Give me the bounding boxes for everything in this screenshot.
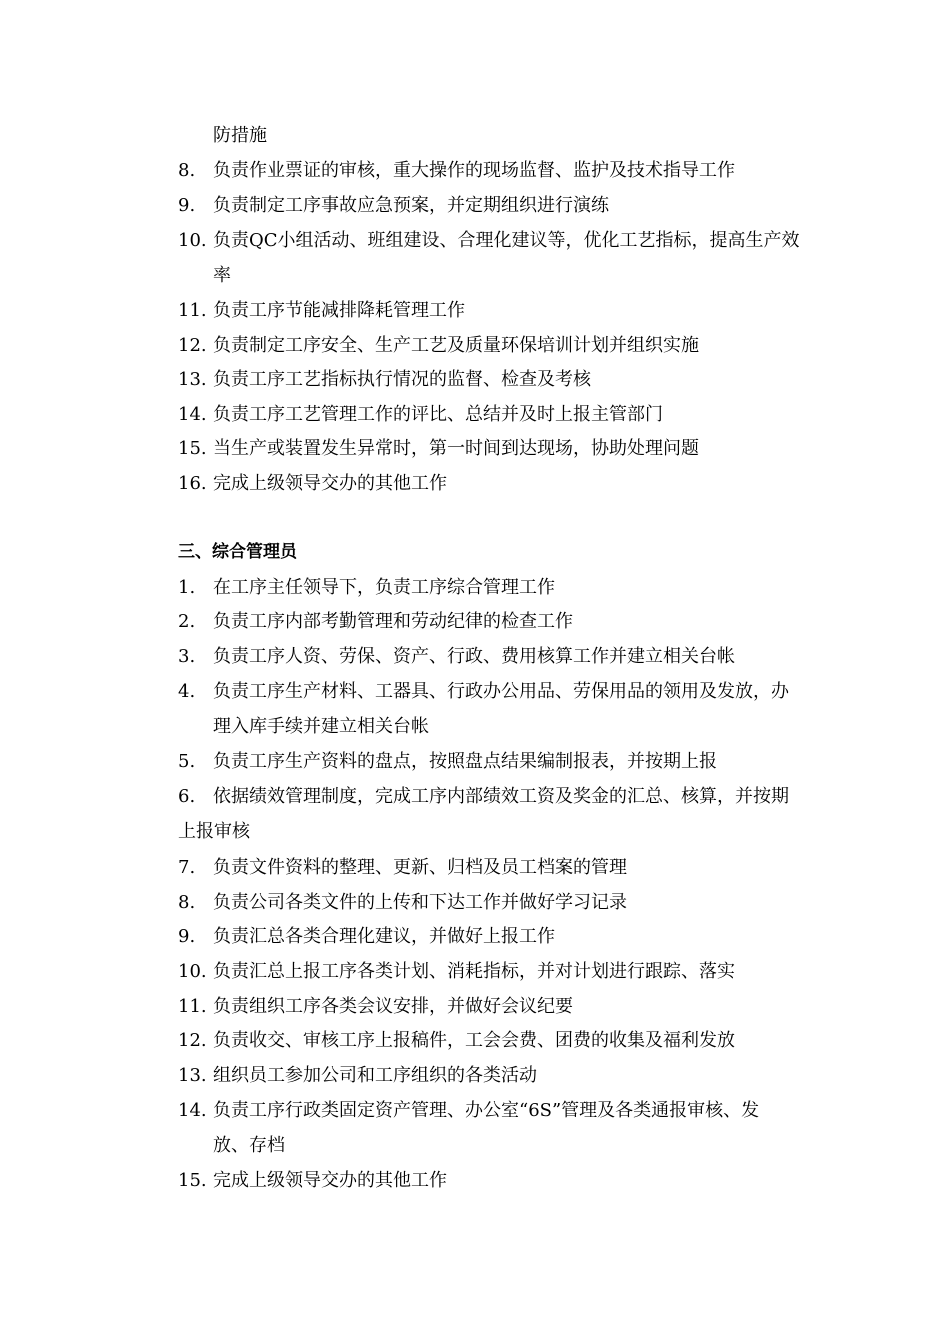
continued-text: 防措施 <box>213 125 267 146</box>
list-item-number: 12. <box>178 1030 207 1051</box>
list-item-text: 当生产或装置发生异常时，第一时间到达现场，协助处理问题 <box>213 438 699 459</box>
list-item <box>178 605 818 639</box>
list-item-number: 13. <box>178 369 207 390</box>
list-item <box>178 1024 818 1058</box>
list-item-text: 组织员工参加公司和工序组织的各类活动 <box>213 1065 537 1086</box>
list-item-text: 完成上级领导交办的其他工作 <box>213 1170 447 1191</box>
list-item-text: 负责汇总各类合理化建议，并做好上报工作 <box>213 926 555 947</box>
section-heading <box>178 535 818 569</box>
list-item-number: 14. <box>178 404 207 425</box>
continued-line <box>213 119 853 153</box>
list-item-number: 6. <box>178 786 196 807</box>
list-item-text: 放、存档 <box>213 1135 285 1156</box>
list-item-number: 1. <box>178 577 196 598</box>
list-item-number: 15. <box>178 1170 207 1191</box>
list-item <box>178 886 818 920</box>
list-item-text: 负责工序内部考勤管理和劳动纪律的检查工作 <box>213 611 573 632</box>
list-item-text: 负责公司各类文件的上传和下达工作并做好学习记录 <box>213 892 627 913</box>
list-item-text: 上报审核 <box>178 821 250 842</box>
list-item <box>178 1164 818 1198</box>
list-item-text: 负责工序生产材料、工器具、行政办公用品、劳保用品的领用及发放，办 <box>213 681 789 702</box>
list-item <box>178 432 818 466</box>
list-item <box>178 329 818 363</box>
list-item-text: 负责工序节能减排降耗管理工作 <box>213 300 465 321</box>
list-item-text: 负责制定工序事故应急预案，并定期组织进行演练 <box>213 195 609 216</box>
list-item <box>178 955 818 989</box>
list-item-number: 11. <box>178 996 207 1017</box>
list-item-text: 负责文件资料的整理、更新、归档及员工档案的管理 <box>213 857 627 878</box>
list-item-number: 5. <box>178 751 196 772</box>
list-item-number: 9. <box>178 926 196 947</box>
list-item <box>178 745 818 779</box>
list-item <box>178 467 818 501</box>
list-item-text: 率 <box>213 265 231 286</box>
list-item-text: 负责制定工序安全、生产工艺及质量环保培训计划并组织实施 <box>213 335 699 356</box>
list-item-text: 负责汇总上报工序各类计划、消耗指标，并对计划进行跟踪、落实 <box>213 961 735 982</box>
list-item <box>178 1059 818 1093</box>
list-item-text: 负责工序行政类固定资产管理、办公室“6S”管理及各类通报审核、发 <box>213 1100 760 1121</box>
list-item-number: 8. <box>178 160 196 181</box>
list-item <box>178 675 818 709</box>
list-item-number: 4. <box>178 681 196 702</box>
list-item-text: 负责作业票证的审核，重大操作的现场监督、监护及技术指导工作 <box>213 160 735 181</box>
list-item <box>178 571 818 605</box>
list-item-text: 负责工序工艺管理工作的评比、总结并及时上报主管部门 <box>213 404 663 425</box>
list-item-number: 7. <box>178 857 196 878</box>
list-item-number: 10. <box>178 230 207 251</box>
list-item <box>178 224 818 258</box>
list-item-number: 15. <box>178 438 207 459</box>
list-item-continuation <box>213 259 853 293</box>
list-item <box>178 780 818 814</box>
list-item <box>178 990 818 1024</box>
list-item <box>178 294 818 328</box>
list-item-text: 负责组织工序各类会议安排，并做好会议纪要 <box>213 996 573 1017</box>
list-item-number: 13. <box>178 1065 207 1086</box>
list-item <box>178 154 818 188</box>
list-item <box>178 363 818 397</box>
list-item <box>178 1094 818 1128</box>
list-item-number: 12. <box>178 335 207 356</box>
list-item-text: 依据绩效管理制度，完成工序内部绩效工资及奖金的汇总、核算，并按期 <box>213 786 789 807</box>
list-item-text: 负责工序工艺指标执行情况的监督、检查及考核 <box>213 369 591 390</box>
list-item-text: 负责QC小组活动、班组建设、合理化建议等，优化工艺指标，提高生产效 <box>213 230 800 251</box>
list-item <box>178 640 818 674</box>
list-item-text: 完成上级领导交办的其他工作 <box>213 473 447 494</box>
list-item-continuation <box>178 815 818 849</box>
list-item-number: 16. <box>178 473 207 494</box>
list-item <box>178 398 818 432</box>
list-item-text: 理入库手续并建立相关台帐 <box>213 716 429 737</box>
list-item-text: 负责收交、审核工序上报稿件，工会会费、团费的收集及福利发放 <box>213 1030 735 1051</box>
list-item-text: 在工序主任领导下，负责工序综合管理工作 <box>213 577 555 598</box>
list-item-number: 3. <box>178 646 196 667</box>
list-item-number: 2. <box>178 611 196 632</box>
section-heading-text: 三、综合管理员 <box>178 542 297 562</box>
list-item <box>178 920 818 954</box>
list-item <box>178 851 818 885</box>
list-item-number: 8. <box>178 892 196 913</box>
list-item-number: 14. <box>178 1100 207 1121</box>
list-item-text: 负责工序生产资料的盘点，按照盘点结果编制报表，并按期上报 <box>213 751 717 772</box>
list-item-continuation <box>213 1129 853 1163</box>
list-item-continuation <box>213 710 853 744</box>
list-item-number: 10. <box>178 961 207 982</box>
list-item-number: 11. <box>178 300 207 321</box>
list-item <box>178 189 818 223</box>
list-item-number: 9. <box>178 195 196 216</box>
list-item-text: 负责工序人资、劳保、资产、行政、费用核算工作并建立相关台帐 <box>213 646 735 667</box>
